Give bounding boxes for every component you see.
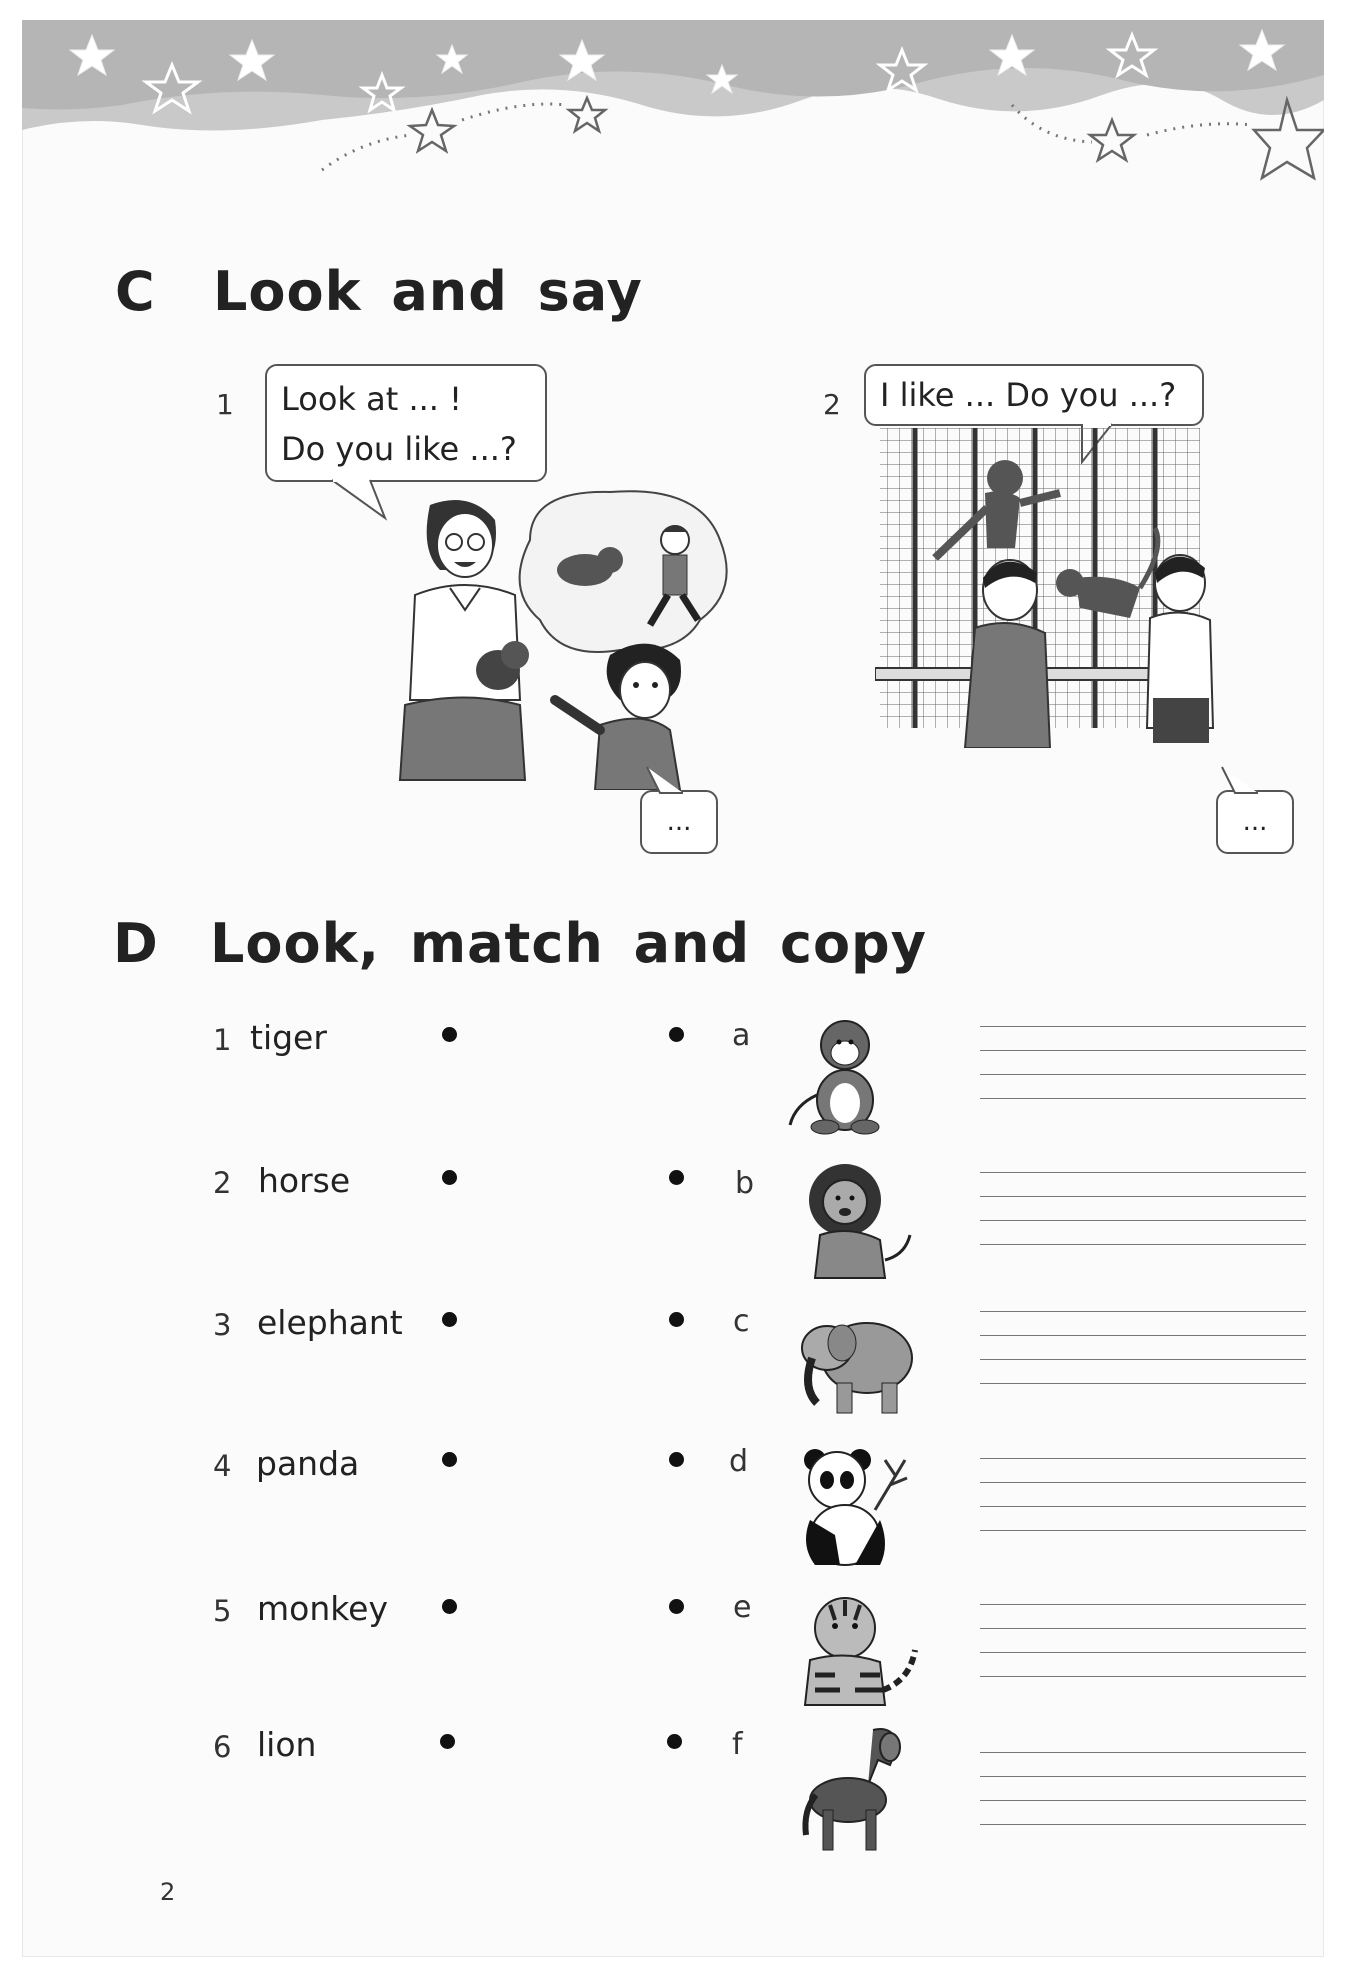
word-6: lion bbox=[257, 1725, 317, 1764]
reply-bubble-2: ... bbox=[1216, 790, 1294, 854]
match-dot-right-d[interactable] bbox=[669, 1452, 684, 1467]
word-1: tiger bbox=[250, 1018, 327, 1057]
match-dot-left-6[interactable] bbox=[440, 1734, 455, 1749]
speech-bubble-1-line-1: Look at ... ! bbox=[281, 380, 462, 418]
copy-lines-1[interactable] bbox=[980, 1026, 1306, 1122]
tiger-icon bbox=[795, 1590, 925, 1710]
word-number-2: 2 bbox=[213, 1166, 232, 1200]
item-2-number: 2 bbox=[823, 388, 841, 421]
match-dot-right-a[interactable] bbox=[669, 1027, 684, 1042]
item-1-number: 1 bbox=[216, 388, 234, 421]
match-dot-left-5[interactable] bbox=[442, 1599, 457, 1614]
picture-letter-c: c bbox=[733, 1304, 750, 1339]
word-number-3: 3 bbox=[213, 1308, 232, 1342]
match-dot-left-4[interactable] bbox=[442, 1452, 457, 1467]
page-number: 2 bbox=[160, 1878, 176, 1906]
word-number-1: 1 bbox=[213, 1023, 232, 1057]
match-dot-left-2[interactable] bbox=[442, 1170, 457, 1185]
picture-letter-d: d bbox=[729, 1444, 749, 1479]
panda-icon bbox=[795, 1440, 915, 1570]
picture-letter-e: e bbox=[733, 1590, 752, 1625]
copy-lines-2[interactable] bbox=[980, 1172, 1306, 1268]
word-4: panda bbox=[256, 1444, 360, 1483]
word-2: horse bbox=[258, 1161, 351, 1200]
speech-bubble-1 bbox=[265, 364, 547, 482]
section-c-letter: C bbox=[115, 260, 155, 323]
picture-letter-a: a bbox=[732, 1018, 751, 1053]
match-dot-right-b[interactable] bbox=[669, 1170, 684, 1185]
reply-bubble-2-tail bbox=[1220, 765, 1265, 795]
elephant-icon bbox=[792, 1308, 917, 1423]
horse-icon bbox=[798, 1725, 913, 1855]
match-dot-right-e[interactable] bbox=[669, 1599, 684, 1614]
speech-bubble-1-line-2: Do you like ...? bbox=[281, 430, 517, 468]
copy-lines-6[interactable] bbox=[980, 1752, 1306, 1848]
word-5: monkey bbox=[257, 1589, 389, 1628]
lion-icon bbox=[800, 1160, 915, 1285]
zoo-monkey-cage-illustration bbox=[875, 428, 1245, 748]
section-d-letter: D bbox=[113, 912, 158, 975]
match-dot-left-1[interactable] bbox=[442, 1027, 457, 1042]
section-c-title: Look and say bbox=[213, 260, 643, 323]
section-d-title: Look, match and copy bbox=[210, 912, 927, 975]
word-number-5: 5 bbox=[213, 1594, 232, 1628]
reply-bubble-1-tail bbox=[645, 765, 690, 795]
match-dot-right-c[interactable] bbox=[669, 1312, 684, 1327]
word-3: elephant bbox=[257, 1303, 403, 1342]
copy-lines-4[interactable] bbox=[980, 1458, 1306, 1554]
speech-bubble-2: I like ... Do you ...? bbox=[864, 364, 1204, 426]
monkey-icon bbox=[785, 1015, 900, 1140]
teacher-and-girl-illustration bbox=[380, 480, 740, 790]
copy-lines-5[interactable] bbox=[980, 1604, 1306, 1700]
match-dot-right-f[interactable] bbox=[667, 1734, 682, 1749]
word-number-4: 4 bbox=[213, 1449, 232, 1483]
star-banner bbox=[22, 20, 1324, 210]
copy-lines-3[interactable] bbox=[980, 1311, 1306, 1407]
picture-letter-b: b bbox=[735, 1166, 755, 1201]
match-dot-left-3[interactable] bbox=[442, 1312, 457, 1327]
picture-letter-f: f bbox=[732, 1727, 743, 1762]
reply-bubble-1: ... bbox=[640, 790, 718, 854]
word-number-6: 6 bbox=[213, 1730, 232, 1764]
